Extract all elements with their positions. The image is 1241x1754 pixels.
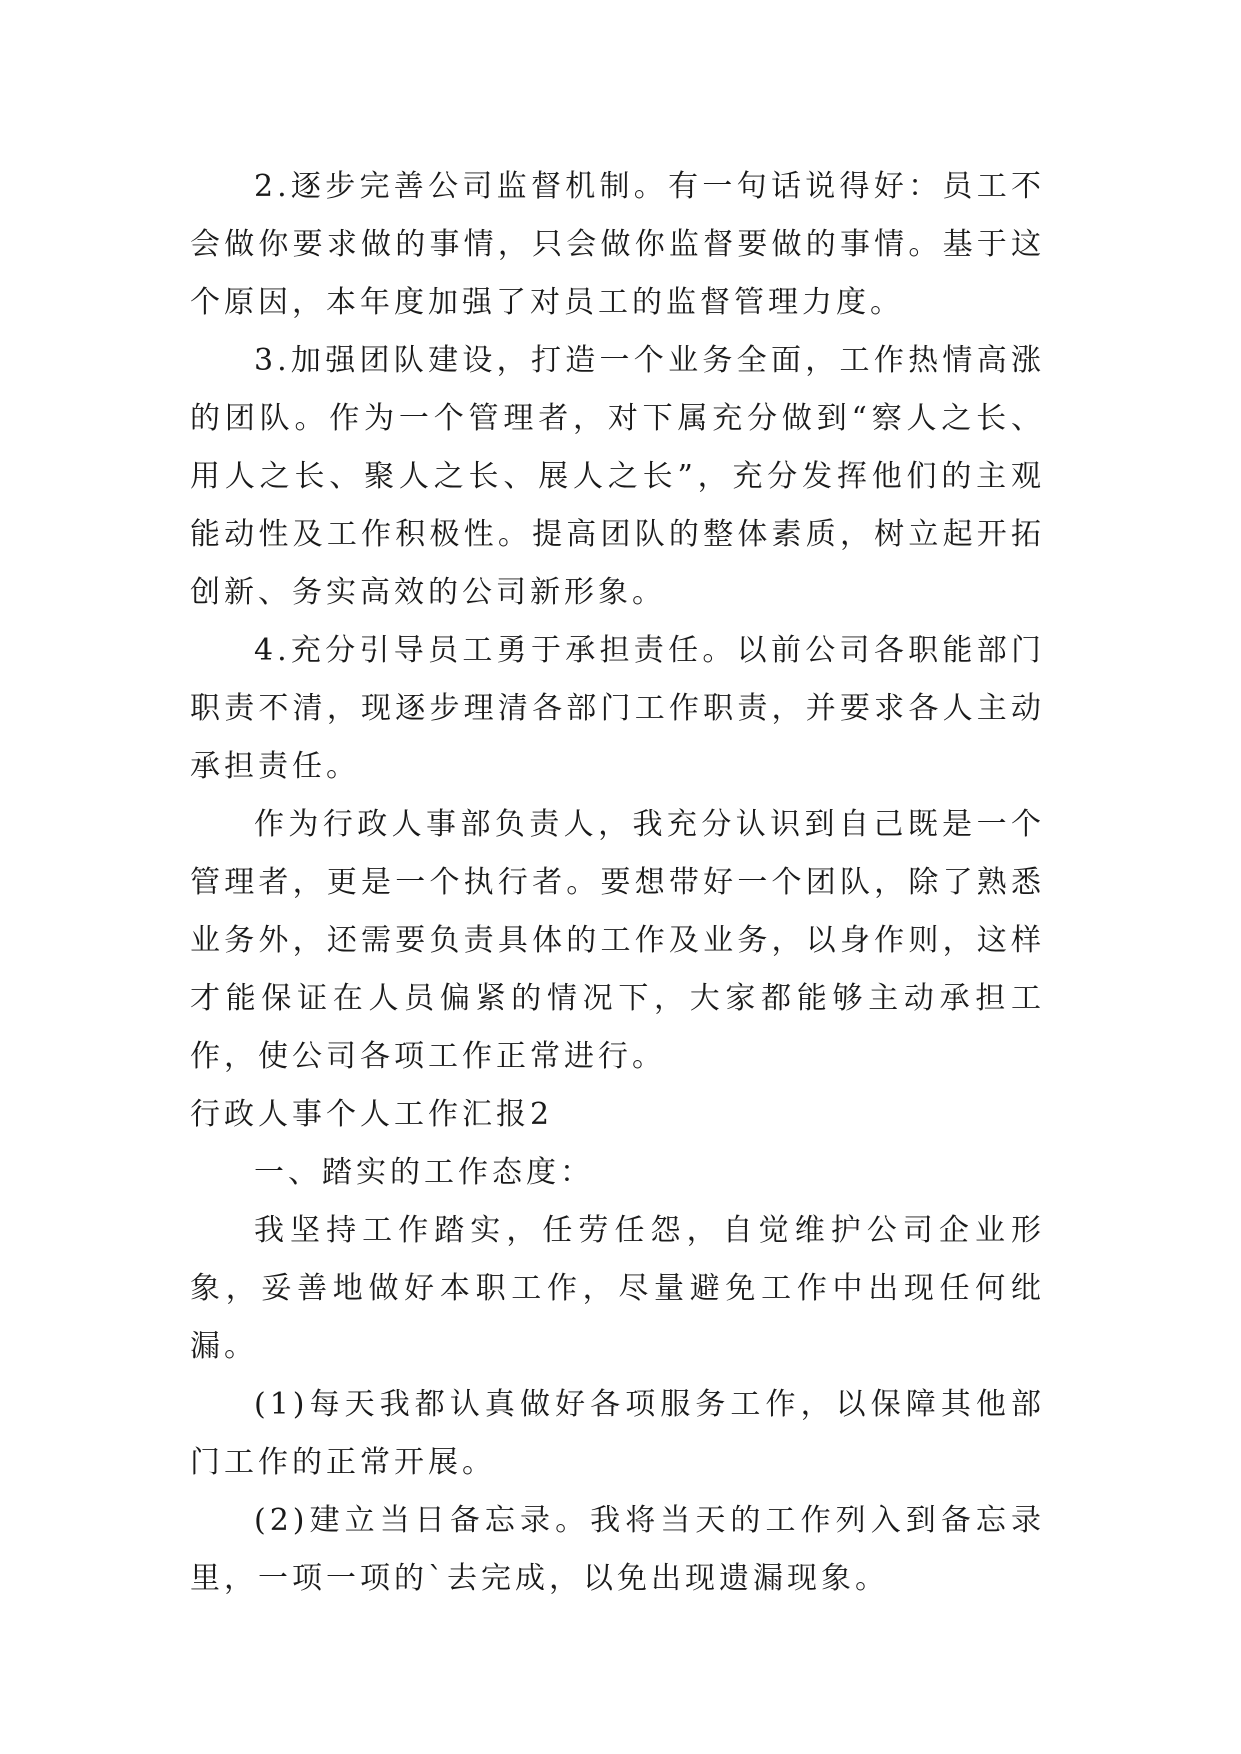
paragraph-item-2-memo: (2)建立当日备忘录。我将当天的工作列入到备忘录里，一项一项的`去完成，以免出现遗漏现象。 [190, 1503, 1045, 1596]
subheading-work-attitude: 一、踏实的工作态度： [254, 1155, 594, 1190]
paragraph-item-2: 2.逐步完善公司监督机制。有一句话说得好：员工不会做你要求做的事情，只会做你监督要做的事情。基于这个原因，本年度加强了对员工的监督管理力度。 [190, 169, 1045, 320]
paragraph-work-attitude: 我坚持工作踏实，任劳任怨，自觉维护公司企业形象，妥善地做好本职工作，尽量避免工作中出现任何纰漏。 [190, 1213, 1045, 1364]
paragraph-item-3: 3.加强团队建设，打造一个业务全面，工作热情高涨的团队。作为一个管理者，对下属充分做到“察人之长、用人之长、聚人之长、展人之长”，充分发挥他们的主观能动性及工作积极性。提高团队的整体素质，树立起开拓创新、务实高效的公司新形象。 [190, 343, 1045, 610]
paragraph-role-summary: 作为行政人事部负责人，我充分认识到自己既是一个管理者，更是一个执行者。要想带好一个团队，除了熟悉业务外，还需要负责具体的工作及业务，以身作则，这样才能保证在人员偏紧的情况下，大家都能够主动承担工作，使公司各项工作正常进行。 [190, 807, 1045, 1074]
paragraph-item-4: 4.充分引导员工勇于承担责任。以前公司各职能部门职责不清，现逐步理清各部门工作职责，并要求各人主动承担责任。 [190, 633, 1045, 784]
document-body [190, 158, 1045, 1608]
paragraph-item-1-daily-service: (1)每天我都认真做好各项服务工作，以保障其他部门工作的正常开展。 [190, 1387, 1045, 1480]
section-heading: 行政人事个人工作汇报2 [190, 1097, 554, 1132]
